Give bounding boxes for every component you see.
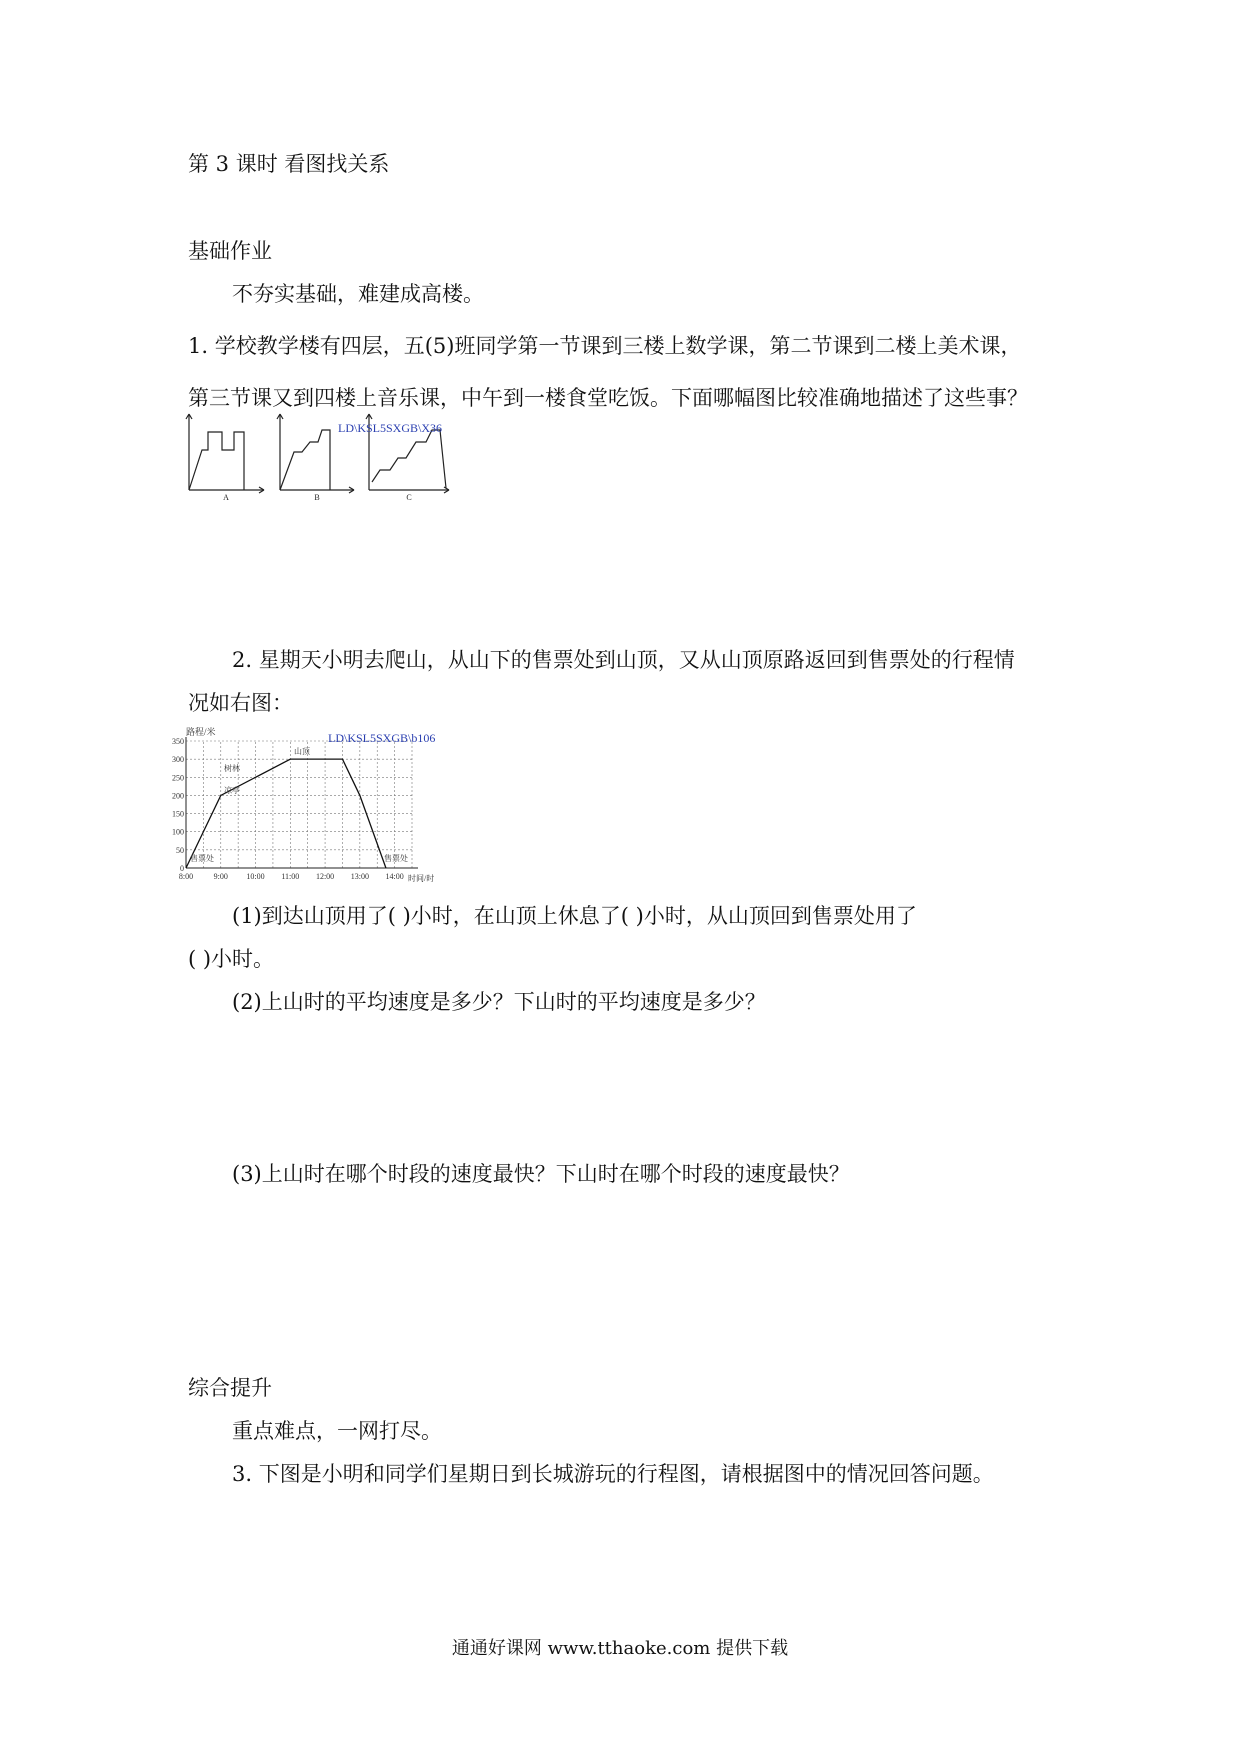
question-2-sub-1-line-1: (1)到达山顶用了( )小时，在山顶上休息了( )小时，从山顶回到售票处用了 <box>232 904 917 928</box>
annot-summit: 山顶 <box>294 747 310 756</box>
x-tick-label: 14:00 <box>385 872 404 881</box>
question-2-line-1: 2. 星期天小明去爬山，从山下的售票处到山顶，又从山顶原路返回到售票处的行程情 <box>232 648 1015 672</box>
climb-chart <box>172 727 452 887</box>
x-tick-label: 10:00 <box>246 872 265 881</box>
annot-end: 售票处 <box>384 854 408 863</box>
question-1-line-1: 1. 学校教学楼有四层，五(5)班同学第一节课到三楼上数学课，第二节课到二楼上美术课， <box>188 334 1022 358</box>
y-tick-label: 300 <box>172 755 184 765</box>
y-tick-label: 350 <box>172 737 184 746</box>
annot-pavilion: 凉亭 <box>224 786 240 795</box>
question-2-sub-1-line-2: ( )小时。 <box>188 947 275 971</box>
y-tick-label: 150 <box>172 809 184 819</box>
lesson-title: 第 3 课时 看图找关系 <box>188 152 390 176</box>
motto-advanced: 重点难点，一网打尽。 <box>232 1419 442 1443</box>
y-tick-label: 50 <box>176 845 184 855</box>
option-graph-b-label: B <box>314 493 320 502</box>
annot-start: 售票处 <box>190 854 214 863</box>
annot-forest: 树林 <box>224 764 240 773</box>
x-tick-label: 8:00 <box>178 872 194 881</box>
x-tick-label: 11:00 <box>281 872 300 881</box>
footer-text: 通通好课网 www.tthaoke.com 提供下载 <box>451 1638 789 1659</box>
option-graph-c-label: C <box>406 493 412 502</box>
motto-basic: 不夯实基础，难建成高楼。 <box>232 282 484 306</box>
x-tick-label: 12:00 <box>315 872 335 881</box>
figure-code-q2: LD\KSL5SXGB\b106 <box>328 731 436 745</box>
question-3-line-1: 3. 下图是小明和同学们星期日到长城游玩的行程图，请根据图中的情况回答问题。 <box>232 1462 994 1486</box>
option-graph-a <box>186 414 264 493</box>
question-2-line-2: 况如右图： <box>188 691 293 715</box>
question-1-line-2: 第三节课又到四楼上音乐课，中午到一楼食堂吃饭。下面哪幅图比较准确地描述了这些事？ <box>188 386 1028 410</box>
x-tick-label: 9:00 <box>213 872 228 881</box>
section-heading-basic: 基础作业 <box>188 239 272 263</box>
question-2-sub-3: (3)上山时在哪个时段的速度最快？下山时在哪个时段的速度最快？ <box>232 1162 850 1186</box>
x-tick-label: 13:00 <box>350 872 369 881</box>
y-tick-label: 200 <box>172 791 184 801</box>
y-tick-label: 0 <box>180 864 184 873</box>
figure-code-q1: LD\KSL5SXGB\X36 <box>338 421 443 435</box>
y-tick-label: 250 <box>172 773 184 783</box>
option-graph-a-label: A <box>223 493 229 502</box>
y-tick-label: 100 <box>172 827 184 837</box>
chart-y-axis-label: 路程/米 <box>186 727 216 737</box>
question-2-sub-2: (2)上山时的平均速度是多少？下山时的平均速度是多少？ <box>232 990 766 1014</box>
chart-x-axis-label: 时间/时 <box>408 874 435 883</box>
section-heading-advanced: 综合提升 <box>188 1376 272 1400</box>
